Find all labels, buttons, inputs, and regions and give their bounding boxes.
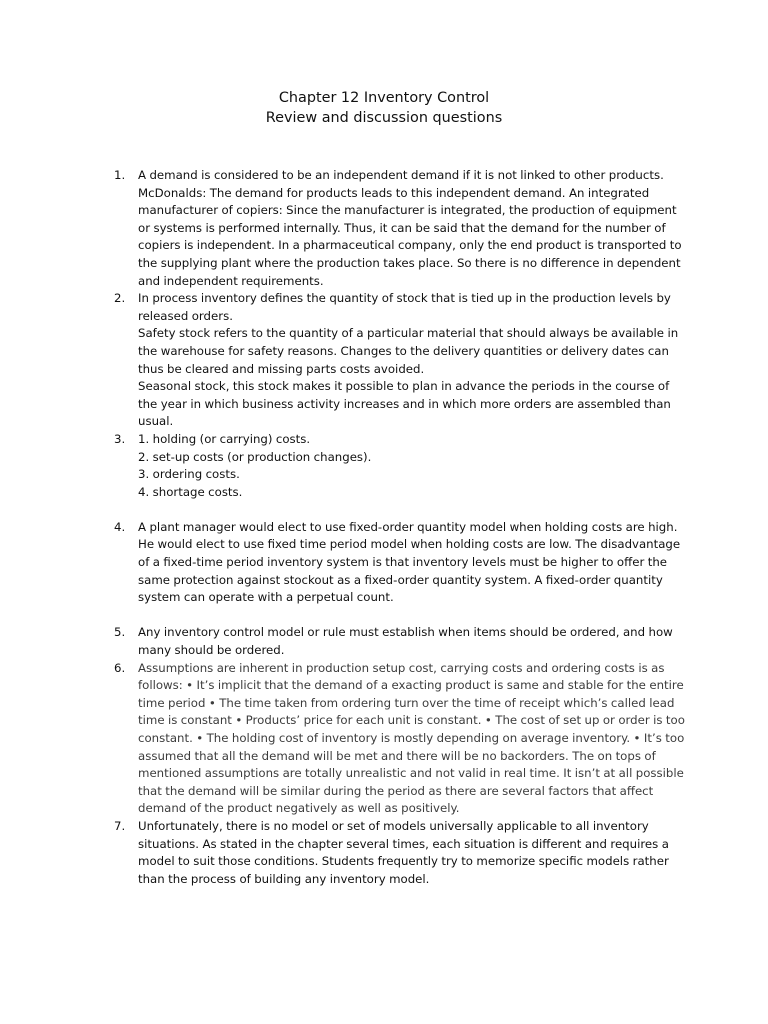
question-number: 5.: [114, 625, 126, 640]
question-6: [0, 660, 686, 818]
cost-item: 2. set-up costs (or production changes).: [138, 449, 372, 464]
answer-text-in-process: In process inventory defines the quantity of stock that is tied up in the production levels by released orders.: [138, 291, 671, 323]
question-2: [0, 290, 686, 431]
question-number: 1.: [114, 168, 126, 182]
question-3: [0, 431, 686, 501]
cost-item: 4. shortage costs.: [138, 484, 243, 499]
question-5: [0, 624, 686, 659]
question-list: [0, 167, 768, 888]
answer-text: Unfortunately, there is no model or set of models universally applicable to all inventory situations. As stated in the chapter several times, each situation is different and requires a model to suit those conditions. Students frequently try to memorize specific models rather than the process of building any inventory model.: [138, 818, 669, 886]
question-4: [0, 519, 686, 607]
question-number: 3.: [114, 431, 126, 446]
answer-text: A plant manager would elect to use fixed-order quantity model when holding costs are high. He would elect to use fixed time period model when holding costs are low. The disadvantage of a fixed-time period inventory system is that inventory levels must be higher to offer the same protection against stockout as a fixed-order quantity system. A fixed-order quantity system can operate with a perpetual count.: [138, 519, 681, 605]
question-number: 7.: [114, 818, 126, 833]
cost-item: 1. holding (or carrying) costs.: [138, 431, 311, 446]
answer-text-safety-stock: Safety stock refers to the quantity of a particular material that should always be available in the warehouse for safety reasons. Changes to the delivery quantities or delivery dates can thus be cleared and missing parts costs avoided.: [138, 326, 679, 376]
cost-item: 3. ordering costs.: [138, 467, 240, 482]
answer-text: Any inventory control model or rule must establish when items should be ordered, and how many should be ordered.: [138, 625, 673, 658]
document-header: [0, 88, 768, 128]
section-subtitle: Review and discussion questions: [265, 110, 503, 126]
question-1: [0, 167, 686, 290]
answer-text-seasonal-stock: Seasonal stock, this stock makes it possible to plan in advance the periods in the course of the year in which business activity increases and in which more orders are assembled than usual.: [138, 379, 671, 429]
answer-text: A demand is considered to be an independent demand if it is not linked to other products. McDonalds: The demand for products leads to this independent demand. An integrated manufacturer of copiers: Since the manufacturer is integrated, the production of equipment or systems is performed internally. Thus, it can be said that the demand for the number of copiers is independent. In a pharmaceutical company, only the end product is transported to the supplying plant where the production takes place. So there is no difference in dependent and independent requirements.: [138, 168, 682, 288]
question-number: 6.: [114, 660, 126, 675]
chapter-title: Chapter 12 Inventory Control: [278, 90, 490, 106]
question-number: 4.: [114, 519, 126, 534]
question-7: [0, 818, 686, 888]
answer-text: Assumptions are inherent in production setup cost, carrying costs and ordering costs is as follows: • It’s implicit that the demand of a exacting product is same and stable for the entire time period • The time taken from ordering turn over the time of receipt which’s called lead time is constant • Products’ price for each unit is constant. • The cost of set up or order is too constant. • The holding cost of inventory is mostly depending on average inventory. • It’s too assumed that all the demand will be met and there will be no backorders. The on tops of mentioned assumptions are totally unrealistic and not valid in real time. It isn’t at all possible that the demand will be similar during the period as there are several factors that affect demand of the product negatively as well as positively.: [138, 660, 685, 816]
question-number: 2.: [114, 291, 126, 306]
